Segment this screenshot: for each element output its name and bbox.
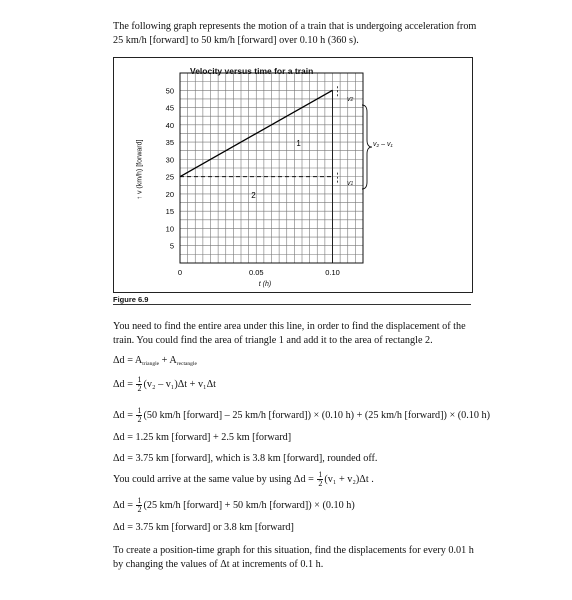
equation-1: $\Delta d = A_{triangle} + A_{rectangle}$ bbox=[113, 355, 197, 367]
brace-icon bbox=[360, 104, 374, 190]
velocity-time-chart bbox=[113, 57, 473, 293]
paragraph-3: To create a position-time graph for this situation, find the displacements for every 0.01 h by changing the values of Δt at increments of 0.1 h. bbox=[113, 545, 474, 570]
equation-7: Δd = 3.75 km [forward] or 3.8 km [forward] bbox=[113, 522, 294, 533]
chart-grid bbox=[180, 73, 363, 263]
y-tick-label: 5 bbox=[169, 241, 174, 251]
v2-label: v2 bbox=[347, 96, 354, 103]
equation-5: Δd = 3.75 km [forward], which is 3.8 km [forward], rounded off. bbox=[113, 453, 378, 464]
y-tick-label: 15 bbox=[165, 207, 174, 217]
y-tick-label: 35 bbox=[165, 138, 174, 148]
equation-6: Δd = $\frac{1}{2}$ (25 km/h [forward] + 50 km/h [forward]) × (0.10 h) bbox=[113, 496, 355, 514]
y-axis-label: ↑ v (km/h) [forward] bbox=[136, 139, 144, 200]
paragraph-1: You need to find the entire area under this line, in order to find the displacement of the train. You could find the area of triangle 1 and add it to the area of rectangle 2. bbox=[113, 321, 466, 346]
figure-caption: Figure 6.9 bbox=[113, 295, 149, 304]
x-tick-label: 0.10 bbox=[325, 268, 340, 277]
brace-label: v₂ – v₁ bbox=[373, 141, 393, 148]
equation-2: Δd = $\frac{1}{2}$ (v₂ – v₁)Δt + v₁Δt bbox=[113, 375, 216, 393]
v1-label: v1 bbox=[347, 180, 354, 187]
x-tick-label: 0.05 bbox=[248, 268, 264, 277]
y-tick-label: 50 bbox=[165, 86, 174, 96]
region-label-triangle: 1 bbox=[296, 139, 301, 149]
y-tick-label: 40 bbox=[165, 120, 174, 130]
equation-3: Δd = $\frac{1}{2}$ (50 km/h [forward] – 25 km/h [forward]) × (0.10 h) + (25 km/h [forward]) × (0.10 h) bbox=[113, 406, 491, 424]
intro-paragraph: The following graph represents the motion of a train that is undergoing acceleration from 25 km/h [forward] to 50 km/h [forward] over 0.10 h (360 s). bbox=[113, 21, 477, 46]
y-tick-label: 30 bbox=[165, 155, 174, 165]
y-tick-label: 25 bbox=[165, 172, 174, 182]
region-label-rectangle: 2 bbox=[251, 190, 256, 200]
y-tick-label: 45 bbox=[165, 103, 174, 113]
paragraph-2: You could arrive at the same value by using Δd = $\frac{1}{2}$ (v₁ + v₂)Δt . bbox=[113, 470, 374, 488]
equation-4: Δd = 1.25 km [forward] + 2.5 km [forward] bbox=[113, 432, 292, 443]
y-tick-label: 10 bbox=[165, 224, 174, 234]
caption-rule bbox=[113, 304, 471, 305]
chart-title: Velocity versus time for a train bbox=[190, 66, 314, 76]
y-tick-label: 20 bbox=[165, 189, 174, 199]
x-axis-label: t (h) bbox=[258, 281, 272, 288]
x-tick-label: 0 bbox=[177, 268, 183, 277]
